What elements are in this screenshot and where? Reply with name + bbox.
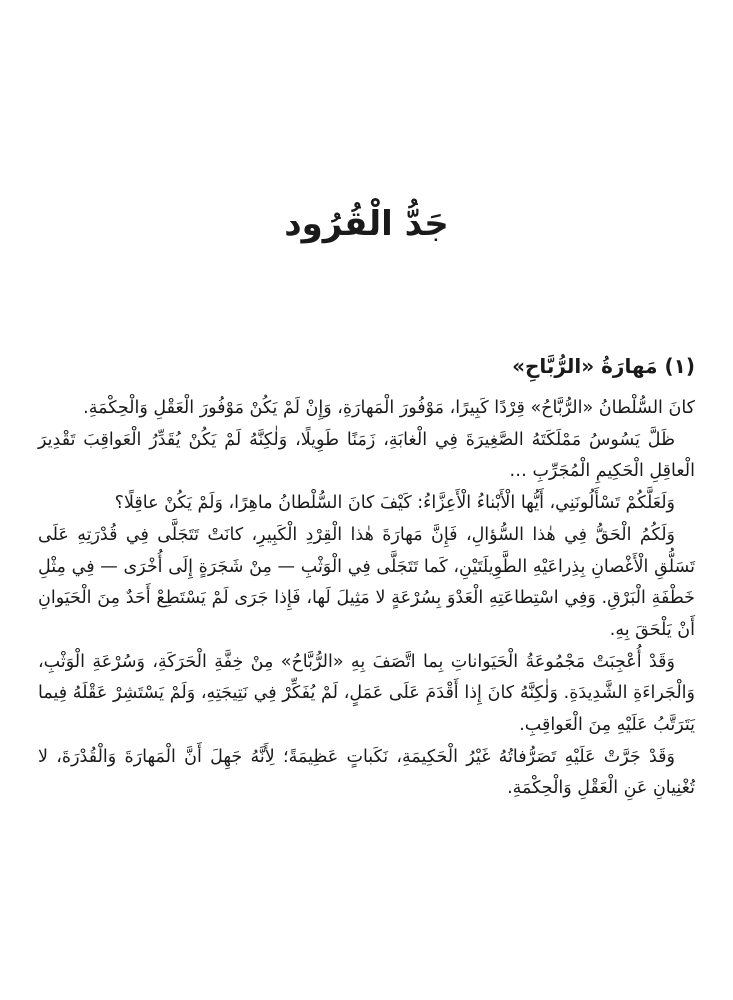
section-heading: (١) مَهارَةُ «الرُّبَّاحِ» <box>512 354 695 378</box>
paragraph: وَلَعَلَّكُمْ تَسْأَلُونَنِي، أَيُّها الْأَبْناءُ الْأَعِزَّاءُ: كَيْفَ كانَ السُّلْطانُ ماهِرًا، وَلَمْ يَكُنْ عاقِلًا؟ <box>114 493 675 514</box>
paragraph: ظَلَّ يَسُوسُ مَمْلَكَتَهُ الصَّغِيرَةَ فِي الْغابَةِ، زَمَنًا طَوِيلًا، وَلٰكِنَّهُ لَمْ يَكُنْ يُقَدِّرُ الْعَواقِبَ تَقْدِيرَ الْعاقِلِ الْحَكِيمِ الْمُجَرِّبِ … <box>38 429 695 482</box>
paragraph: كانَ السُّلْطانُ «الرُّبَّاحُ» قِرْدًا كَبِيرًا، مَوْفُورَ الْمَهارَةِ، وَإِنْ لَمْ يَكُنْ مَوْفُورَ الْعَقْلِ وَالْحِكْمَةِ. <box>83 398 695 418</box>
paragraph: وَلَكُمُ الْحَقُّ فِي هٰذا السُّؤالِ، فَإِنَّ مَهارَةَ هٰذا الْقِرْدِ الْكَبِيرِ، كانَتْ تَتَجَلَّى فِي قُدْرَتِهِ عَلَى تَسَلُّقِ الْأَغْصانِ بِذِراعَيْهِ الطَّوِيلَتَيْنِ، كَما تَتَجَلَّى فِي الْوَثْبِ — مِنْ شَجَرَةٍ إِلَى أُخْرَى — فِي مِثْلِ خَطْفَةِ الْبَرْقِ. وَفِي اسْتِطاعَتِهِ الْعَدْوَ بِسُرْعَةٍ لا مَثِيلَ لَها، فَإِذا جَرَى لَمْ يَسْتَطِعْ أَحَدٌ مِنَ الْحَيَوانِ أَنْ يَلْحَقَ بِهِ. <box>38 524 695 640</box>
paragraph: وَقَدْ جَرَّتْ عَلَيْهِ تَصَرُّفاتُهُ غَيْرُ الْحَكِيمَةِ، نَكَباتٍ عَظِيمَةً؛ لِأَنَّهُ جَهِلَ أَنَّ الْمَهارَةَ وَالْقُدْرَةَ، لا تُغْنِيانِ عَنِ الْعَقْلِ وَالْحِكْمَةِ. <box>38 746 695 799</box>
body-text <box>38 393 695 805</box>
paragraph: وَقَدْ أُعْجِبَتْ مَجْمُوعَةُ الْحَيَواناتِ بِما اتَّصَفَ بِهِ «الرُّبَّاحُ» مِنْ خِفَّةِ الْحَرَكَةِ، وَسُرْعَةِ الْوَثْبِ، وَالْجَراءَةِ الشَّدِيدَةِ. وَلٰكِنَّهُ كانَ إِذا أَقْدَمَ عَلَى عَمَلٍ، لَمْ يُفَكِّرْ فِي نَتِيجَتِهِ، وَلَمْ يَسْتَشِرْ عَقْلَهُ فِيما يَتَرَتَّبُ عَلَيْهِ مِنَ الْعَواقِبِ. <box>38 651 695 736</box>
chapter-title: جَدُّ الْقُرُود <box>284 204 449 244</box>
